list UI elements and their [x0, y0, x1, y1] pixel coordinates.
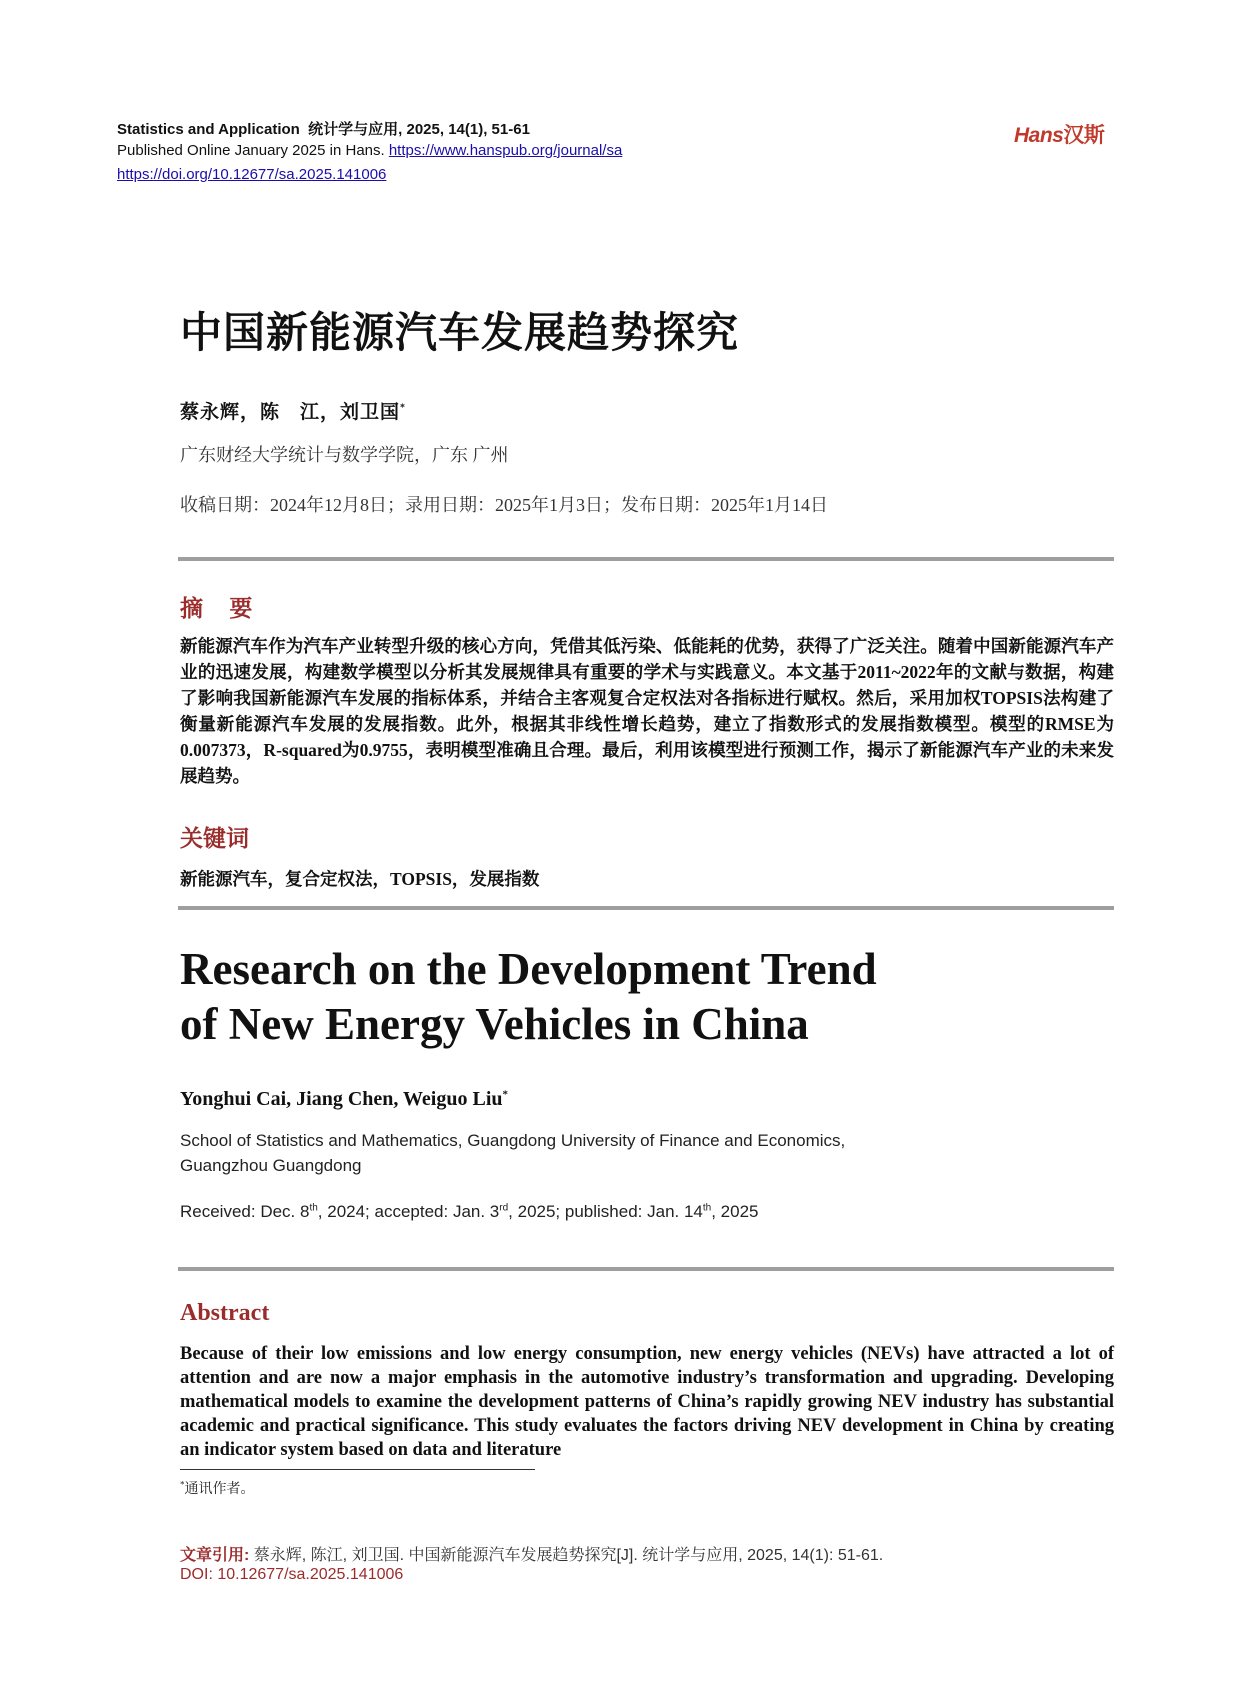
cn-abstract-body: 新能源汽车作为汽车产业转型升级的核心方向，凭借其低污染、低能耗的优势，获得了广泛关注。随着中国新能源汽车产业的迅速发展，构建数学模型以分析其发展规律具有重要的学术与实践意义。本文基于2011~2022年的文献与数据，构建了影响我国新能源汽车发展的指标体系，并结合主客观复合定权法对各指标进行赋权。然后，采用加权TOPSIS法构建了衡量新能源汽车发展的发展指数。此外，根据其非线性增长趋势，建立了指数形式的发展指数模型。模型的RMSE为0.007373，R-squared为0.9755，表明模型准确且合理。最后，利用该模型进行预测工作，揭示了新能源汽车产业的未来发展趋势。: [180, 636, 1114, 786]
doi-url-link[interactable]: https://doi.org/10.12677/sa.2025.141006: [117, 166, 387, 183]
section-divider: [178, 1267, 1114, 1271]
cn-author-names: 蔡永辉，陈 江，刘卫国: [180, 402, 401, 423]
received-date: Received: Dec. 8: [180, 1202, 310, 1221]
journal-name-en: Statistics and Application: [117, 121, 300, 138]
en-author-names: Yonghui Cai, Jiang Chen, Weiguo Liu: [180, 1088, 503, 1110]
published-date-suffix: th: [702, 1202, 712, 1214]
en-authors: [180, 1088, 508, 1111]
section-divider: [178, 557, 1114, 561]
cn-keywords-heading: 关键词: [180, 825, 249, 851]
hans-logo: [1014, 119, 1104, 149]
cn-affiliation: 广东财经大学统计与数学学院，广东 广州: [180, 445, 509, 465]
logo-latin: Hans: [1014, 124, 1064, 147]
citation-text: 蔡永辉, 陈江, 刘卫国. 中国新能源汽车发展趋势探究[J]. 统计学与应用, 2025, 14(1): 51-61.: [249, 1547, 884, 1564]
citation-label: 文章引用:: [180, 1547, 250, 1564]
en-paper-title: [180, 942, 1080, 1052]
published-text: Published Online January 2025 in Hans.: [117, 142, 385, 159]
en-abstract-heading: Abstract: [180, 1300, 270, 1326]
published-date: , 2025; published: Jan. 14: [508, 1202, 703, 1221]
published-line: [117, 142, 622, 159]
published-year: , 2025: [711, 1202, 759, 1221]
cn-abstract-heading: 摘 要: [180, 595, 263, 621]
footnote-mark: *: [180, 1479, 185, 1490]
journal-header: [117, 118, 530, 139]
received-date-suffix: th: [309, 1202, 318, 1214]
en-title-line-1: Research on the Development Trend: [180, 944, 877, 994]
citation-doi[interactable]: DOI: 10.12677/sa.2025.141006: [180, 1566, 404, 1583]
journal-name-cn-volume: 统计学与应用, 2025, 14(1), 51-61: [308, 121, 530, 138]
cn-keywords: 新能源汽车，复合定权法，TOPSIS，发展指数: [180, 869, 540, 889]
section-divider: [178, 906, 1114, 910]
en-corresponding-mark: *: [502, 1088, 509, 1101]
en-title-line-2: of New Energy Vehicles in China: [180, 999, 809, 1049]
en-affiliation-line-2: Guangzhou Guangdong: [180, 1156, 362, 1175]
doi-header-line: [117, 166, 386, 183]
journal-url-link[interactable]: https://www.hanspub.org/journal/sa: [388, 142, 623, 159]
accepted-date: , 2024; accepted: Jan. 3: [317, 1202, 500, 1221]
en-abstract-body: Because of their low emissions and low energy consumption, new energy vehicles (NEVs) have attracted a lot of attention and are now a major emphasis in the automotive industry’s transformation and upgrading. Developing mathematical models to examine the development patterns of China’s rapidly growing NEV industry has substantial academic and practical significance. This study evaluates the factors driving NEV development in China by creating an indicator system based on data and literature: [180, 1344, 1114, 1460]
cn-corresponding-mark: *: [400, 402, 407, 414]
footnote: [180, 1478, 255, 1498]
footnote-divider: [180, 1469, 535, 1470]
logo-cn: 汉斯: [1063, 124, 1105, 147]
en-affiliation: [180, 1128, 980, 1178]
cn-authors: [180, 397, 406, 424]
accepted-date-suffix: rd: [499, 1202, 509, 1214]
en-dates: [180, 1202, 758, 1222]
footnote-text: 通讯作者。: [184, 1482, 255, 1497]
cn-paper-title: 中国新能源汽车发展趋势探究: [180, 309, 740, 356]
citation-line: [180, 1542, 883, 1565]
en-affiliation-line-1: School of Statistics and Mathematics, Guangdong University of Finance and Economics,: [180, 1131, 846, 1150]
cn-dates: 收稿日期：2024年12月8日；录用日期：2025年1月3日；发布日期：2025年1月14日: [180, 495, 828, 515]
